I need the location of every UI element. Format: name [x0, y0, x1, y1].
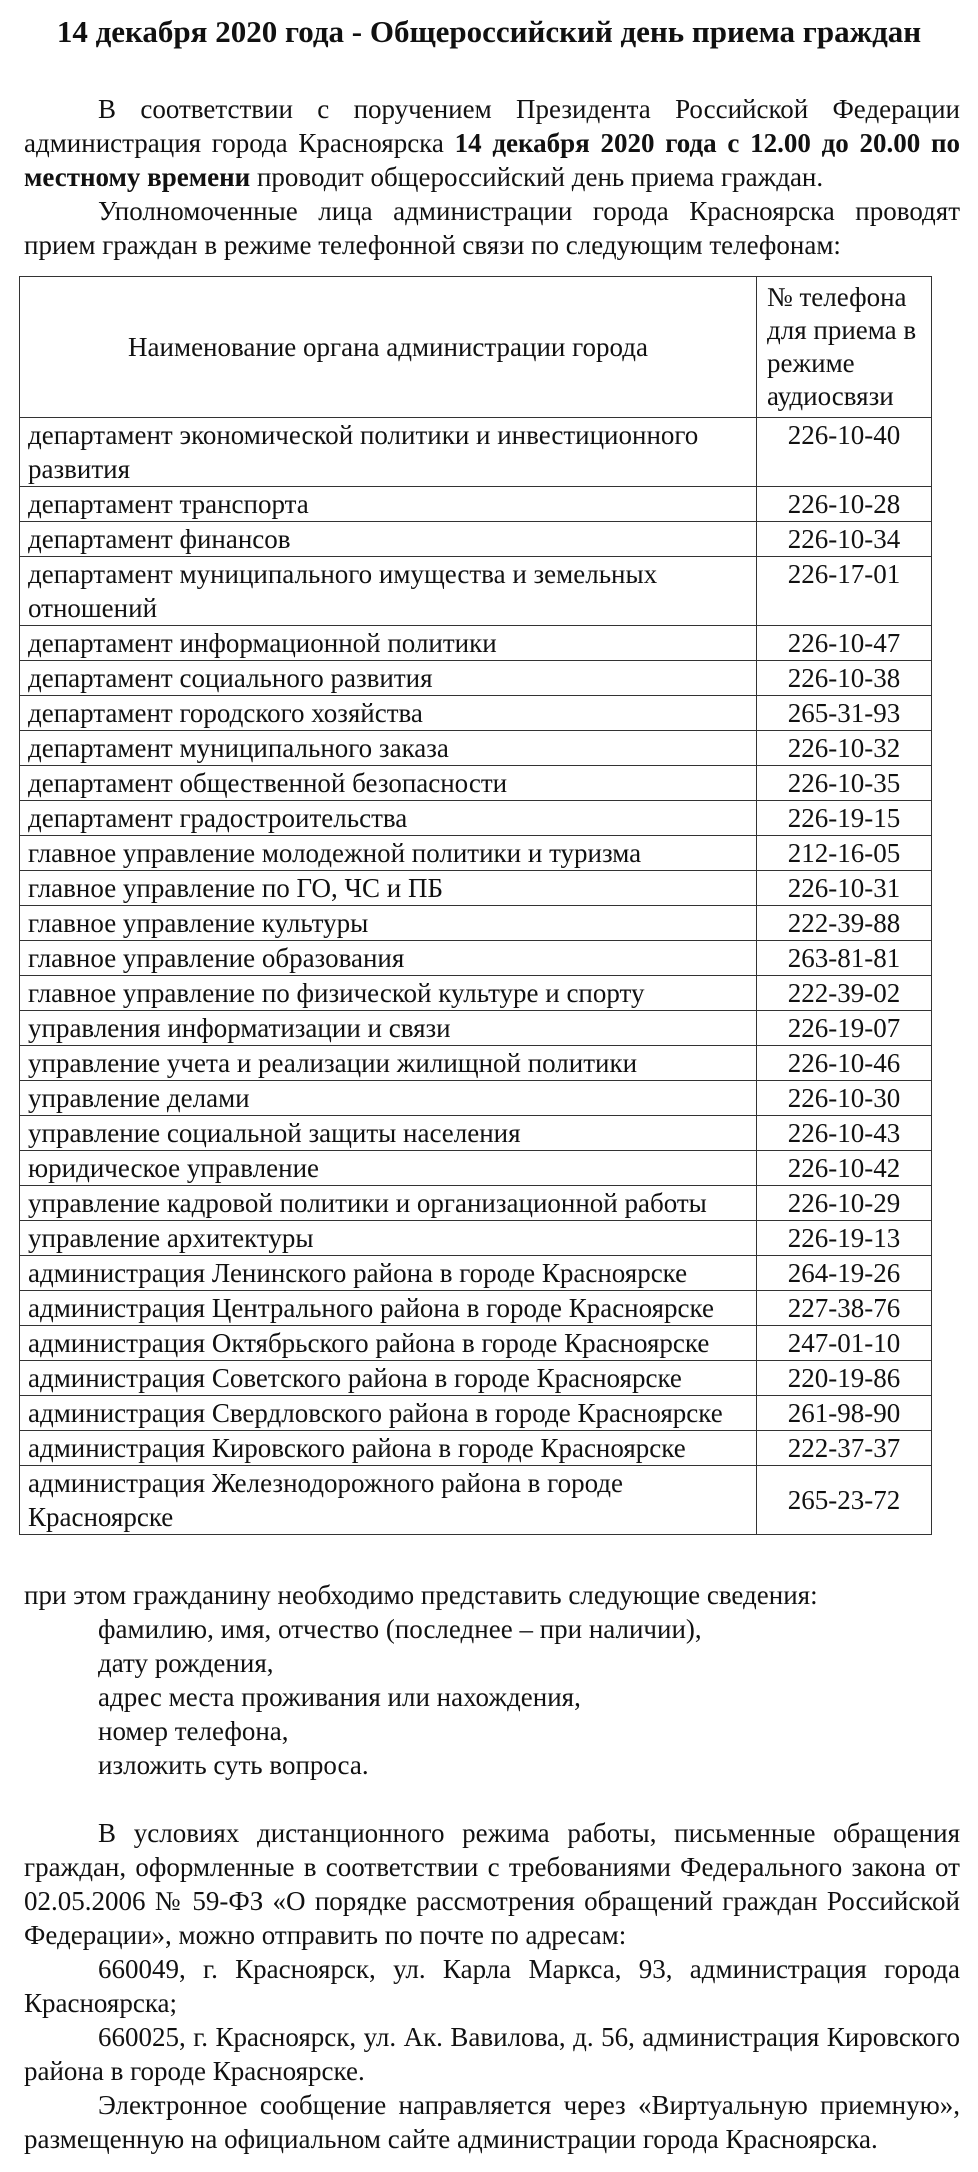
intro-date-bold: 14 декабря 2020 года с 12.00 до 20.00 по местному времени [24, 128, 960, 192]
table-row [20, 906, 932, 941]
row-department-name: департамент градостроительства [20, 801, 757, 836]
row-phone-number: 265-31-93 [757, 696, 932, 731]
row-department-name: департамент социального развития [20, 661, 757, 696]
table-row [20, 1046, 932, 1081]
table-row [20, 1431, 932, 1466]
table-row [20, 871, 932, 906]
table-body [20, 418, 932, 1535]
table-row [20, 1396, 932, 1431]
row-department-name: департамент муниципального имущества и земельных отношений [20, 557, 757, 626]
row-phone-number: 226-10-32 [757, 731, 932, 766]
table-row [20, 418, 932, 487]
table-row [20, 696, 932, 731]
table-row [20, 661, 932, 696]
table-header-row [20, 277, 932, 418]
requirement-item: изложить суть вопроса. [98, 1750, 369, 1780]
row-phone-number: 222-39-02 [757, 976, 932, 1011]
row-phone-number: 226-10-38 [757, 661, 932, 696]
page-title: 14 декабря 2020 года - Общероссийский день приема граждан [56, 14, 922, 49]
spacer [24, 1782, 960, 1816]
row-phone-number: 226-10-31 [757, 871, 932, 906]
row-department-name: управление делами [20, 1081, 757, 1116]
table-row [20, 1256, 932, 1291]
row-department-name: департамент общественной безопасности [20, 766, 757, 801]
row-department-name: администрация Ленинского района в городе Красноярске [20, 1256, 757, 1291]
row-phone-number: 226-19-13 [757, 1221, 932, 1256]
row-department-name: департамент финансов [20, 522, 757, 557]
row-phone-number: 227-38-76 [757, 1291, 932, 1326]
row-phone-number: 265-23-72 [757, 1466, 932, 1535]
row-phone-number: 226-10-43 [757, 1116, 932, 1151]
row-department-name: администрация Октябрьского района в городе Красноярске [20, 1326, 757, 1361]
table-row [20, 1466, 932, 1535]
row-phone-number: 226-10-28 [757, 487, 932, 522]
table-row [20, 976, 932, 1011]
table-row [20, 1186, 932, 1221]
row-department-name: управление кадровой политики и организационной работы [20, 1186, 757, 1221]
table-row [20, 626, 932, 661]
row-phone-number: 261-98-90 [757, 1396, 932, 1431]
row-department-name: администрация Центрального района в городе Красноярске [20, 1291, 757, 1326]
requirement-item: дату рождения, [98, 1648, 274, 1678]
row-department-name: главное управление по физической культуре и спорту [20, 976, 757, 1011]
row-phone-number: 226-10-29 [757, 1186, 932, 1221]
requirement-item: фамилию, имя, отчество (последнее – при наличии), [98, 1614, 702, 1644]
row-phone-number: 212-16-05 [757, 836, 932, 871]
intro-section [24, 92, 960, 262]
intro-paragraph-1: В соответствии с поручением Президента Российской Федерации администрация города Красноярска 14 декабря 2020 года с 12.00 до 20.00 по местному времени проводит общероссийский день приема граждан. [24, 94, 960, 192]
row-department-name: администрация Кировского района в городе Красноярске [20, 1431, 757, 1466]
requirement-item: адрес места проживания или нахождения, [98, 1682, 581, 1712]
row-department-name: департамент городского хозяйства [20, 696, 757, 731]
table-row [20, 766, 932, 801]
closing-address-1: 660049, г. Красноярск, ул. Карла Маркса, 93, администрация города Красноярска; [24, 1954, 960, 2018]
closing-paragraph-2: Электронное сообщение направляется через «Виртуальную приемную», размещенную на официальном сайте администрации города Красноярска. [24, 2090, 960, 2154]
table-row [20, 1361, 932, 1396]
closing-address-2: 660025, г. Красноярск, ул. Ак. Вавилова, д. 56, администрация Кировского района в городе Красноярске. [24, 2022, 960, 2086]
row-department-name: главное управление культуры [20, 906, 757, 941]
phone-table [19, 276, 932, 1535]
row-department-name: департамент транспорта [20, 487, 757, 522]
row-phone-number: 222-39-88 [757, 906, 932, 941]
row-department-name: управление учета и реализации жилищной политики [20, 1046, 757, 1081]
row-department-name: администрация Советского района в городе Красноярске [20, 1361, 757, 1396]
row-phone-number: 226-10-42 [757, 1151, 932, 1186]
table-row [20, 1151, 932, 1186]
requirements-section [24, 1578, 960, 2156]
row-department-name: департамент муниципального заказа [20, 731, 757, 766]
row-phone-number: 222-37-37 [757, 1431, 932, 1466]
row-department-name: юридическое управление [20, 1151, 757, 1186]
header-name: Наименование органа администрации города [20, 277, 757, 418]
requirements-lead: при этом гражданину необходимо представить следующие сведения: [24, 1580, 818, 1610]
row-phone-number: 226-10-34 [757, 522, 932, 557]
table-row [20, 522, 932, 557]
row-phone-number: 226-10-46 [757, 1046, 932, 1081]
intro-paragraph-2: Уполномоченные лица администрации города Красноярска проводят прием граждан в режиме телефонной связи по следующим телефонам: [24, 196, 960, 260]
header-phone: № телефона для приема в режиме аудиосвязи [757, 277, 932, 418]
closing-paragraph-1: В условиях дистанционного режима работы, письменные обращения граждан, оформленные в соответствии с требованиями Федерального закона от 02.05.2006 № 59-ФЗ «О порядке рассмотрения обращений граждан Российской Федерации», можно отправить по почте по адресам: [24, 1818, 960, 1950]
row-department-name: администрация Свердловского района в городе Красноярске [20, 1396, 757, 1431]
row-department-name: департамент экономической политики и инвестиционного развития [20, 418, 757, 487]
row-department-name: главное управление по ГО, ЧС и ПБ [20, 871, 757, 906]
row-department-name: администрация Железнодорожного района в городе Красноярске [20, 1466, 757, 1535]
row-department-name: управление архитектуры [20, 1221, 757, 1256]
table-row [20, 941, 932, 976]
row-phone-number: 247-01-10 [757, 1326, 932, 1361]
row-department-name: управление социальной защиты населения [20, 1116, 757, 1151]
row-phone-number: 226-10-35 [757, 766, 932, 801]
row-phone-number: 226-10-30 [757, 1081, 932, 1116]
row-department-name: главное управление молодежной политики и туризма [20, 836, 757, 871]
row-phone-number: 226-19-07 [757, 1011, 932, 1046]
table-row [20, 1116, 932, 1151]
row-department-name: департамент информационной политики [20, 626, 757, 661]
table-row [20, 731, 932, 766]
table-row [20, 1291, 932, 1326]
table-row [20, 487, 932, 522]
table-row [20, 836, 932, 871]
row-phone-number: 226-19-15 [757, 801, 932, 836]
table-row [20, 801, 932, 836]
row-phone-number: 264-19-26 [757, 1256, 932, 1291]
row-department-name: главное управление образования [20, 941, 757, 976]
table-row [20, 1326, 932, 1361]
requirement-item: номер телефона, [98, 1716, 289, 1746]
row-phone-number: 226-10-47 [757, 626, 932, 661]
table-row [20, 557, 932, 626]
row-phone-number: 263-81-81 [757, 941, 932, 976]
table-row [20, 1011, 932, 1046]
table-row [20, 1081, 932, 1116]
row-department-name: управления информатизации и связи [20, 1011, 757, 1046]
row-phone-number: 226-10-40 [757, 418, 932, 487]
table-row [20, 1221, 932, 1256]
row-phone-number: 220-19-86 [757, 1361, 932, 1396]
row-phone-number: 226-17-01 [757, 557, 932, 626]
